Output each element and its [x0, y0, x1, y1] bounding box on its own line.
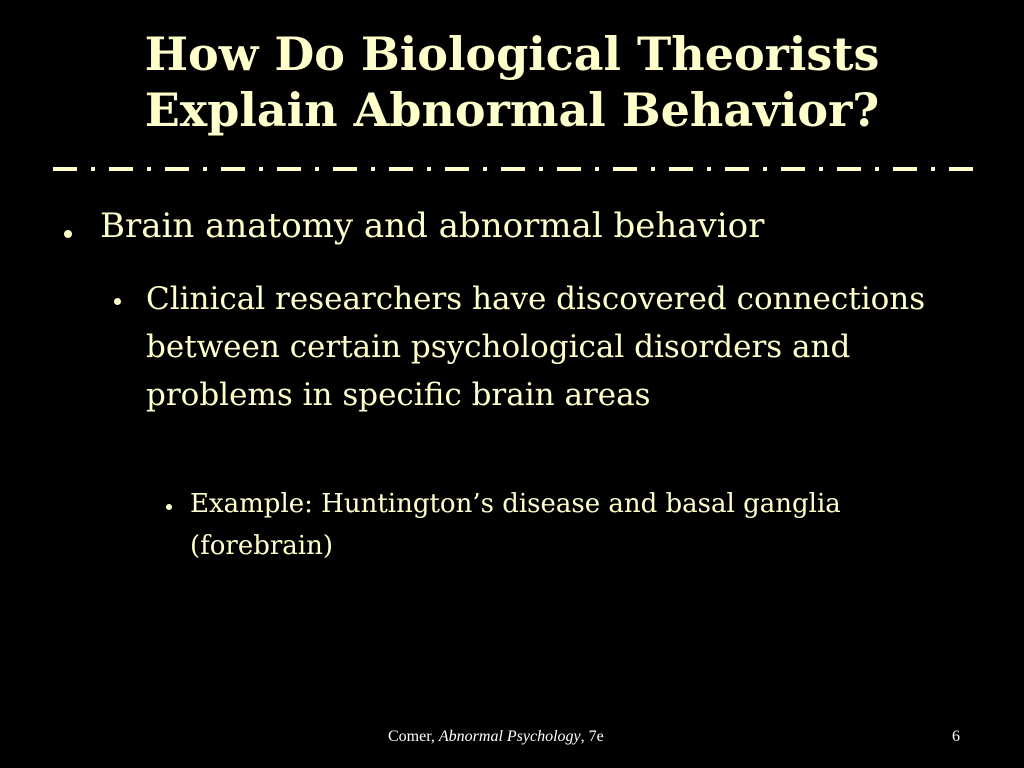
divider-dot — [763, 167, 767, 171]
divider-dash — [725, 167, 749, 171]
divider-dot — [483, 167, 487, 171]
divider-dot — [819, 167, 823, 171]
slide-title-line-2: Explain Abnormal Behavior? — [144, 83, 880, 137]
divider-dash — [389, 167, 413, 171]
footer-book-title: Abnormal Psychology — [438, 728, 581, 745]
divider-dot — [371, 167, 375, 171]
divider-dot — [91, 167, 95, 171]
divider-dash — [221, 167, 245, 171]
divider-dot — [147, 167, 151, 171]
divider-dash — [165, 167, 189, 171]
slide-title-line-1: How Do Biological Theorists — [144, 27, 880, 81]
footer-edition: , 7e — [580, 728, 604, 745]
divider-dash — [109, 167, 133, 171]
divider-dash — [53, 167, 77, 171]
divider-dot — [707, 167, 711, 171]
divider-dash — [893, 167, 917, 171]
divider-dot — [539, 167, 543, 171]
divider-dot — [931, 167, 935, 171]
divider-dash — [781, 167, 805, 171]
slide-title — [0, 26, 1024, 138]
divider-dash — [949, 167, 973, 171]
bullet-dot-level-1 — [64, 230, 72, 238]
divider-dot — [875, 167, 879, 171]
title-divider — [53, 166, 973, 172]
divider-dot — [427, 167, 431, 171]
divider-dash — [445, 167, 469, 171]
bullet-dot-level-2 — [114, 298, 121, 305]
divider-dot — [651, 167, 655, 171]
bullet-dot-level-3 — [166, 504, 172, 510]
divider-dot — [203, 167, 207, 171]
divider-dot — [315, 167, 319, 171]
page-number: 6 — [952, 728, 960, 745]
divider-dash — [333, 167, 357, 171]
bullet-level-2: Clinical researchers have discovered connections between certain psychological disorders and problems in specific brain areas — [146, 281, 926, 413]
divider-dash — [669, 167, 693, 171]
bullet-level-1: Brain anatomy and abnormal behavior — [100, 206, 765, 246]
bullet-level-3: Example: Huntington’s disease and basal ganglia (forebrain) — [190, 489, 841, 561]
footer-citation — [388, 728, 604, 746]
divider-dash — [837, 167, 861, 171]
divider-dash — [613, 167, 637, 171]
divider-dot — [259, 167, 263, 171]
divider-dash — [501, 167, 525, 171]
footer-author: Comer, — [388, 728, 435, 745]
divider-dot — [595, 167, 599, 171]
divider-dash — [557, 167, 581, 171]
divider-dash — [277, 167, 301, 171]
